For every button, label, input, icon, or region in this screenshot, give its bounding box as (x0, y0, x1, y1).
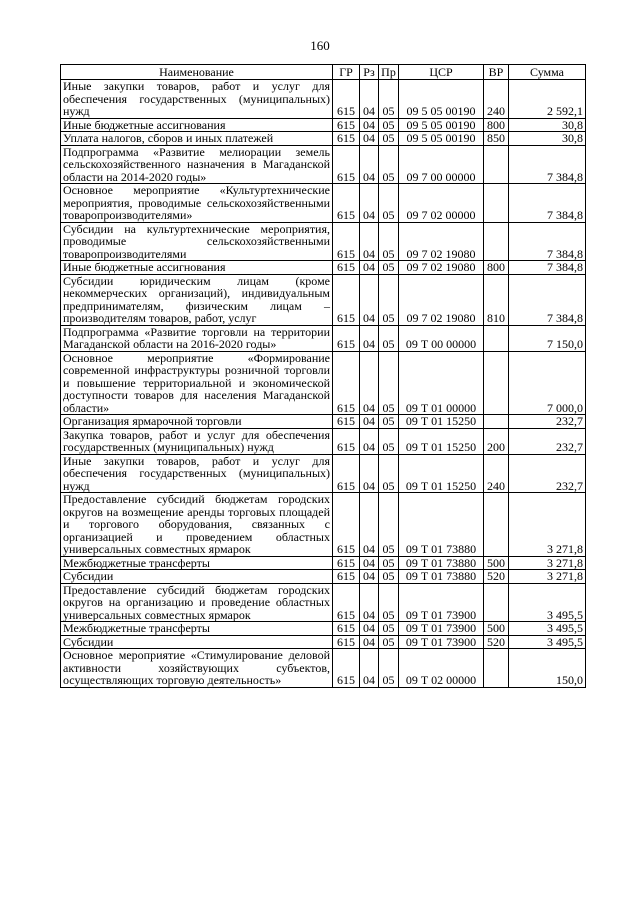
cell-csr: 09 Т 02 00000 (399, 649, 484, 688)
cell-gr: 615 (333, 454, 360, 493)
cell-pr: 05 (379, 118, 399, 132)
cell-gr: 615 (333, 118, 360, 132)
cell-pr: 05 (379, 325, 399, 351)
cell-sum: 150,0 (509, 649, 586, 688)
cell-gr: 615 (333, 184, 360, 223)
cell-pr: 05 (379, 493, 399, 557)
cell-pr: 05 (379, 415, 399, 429)
table-row (61, 454, 586, 493)
table-row (61, 222, 586, 261)
cell-name: Предоставление субсидий бюджетам городских округов на организацию и проведение областных универсальных совместных ярмарок (61, 583, 333, 622)
table-row (61, 132, 586, 146)
cell-rz: 04 (360, 274, 379, 325)
cell-vr (484, 184, 509, 223)
cell-name: Иные бюджетные ассигнования (61, 261, 333, 275)
table-row (61, 325, 586, 351)
cell-pr: 05 (379, 570, 399, 584)
cell-sum: 232,7 (509, 428, 586, 454)
cell-csr: 09 Т 01 15250 (399, 428, 484, 454)
page-number: 160 (310, 38, 330, 53)
header-sum: Сумма (509, 65, 586, 80)
cell-rz: 04 (360, 145, 379, 184)
cell-sum: 3 271,8 (509, 556, 586, 570)
cell-name: Основное мероприятие «Культуртехнические мероприятия, проводимые сельскохозяйственными товаропроизводителями» (61, 184, 333, 223)
cell-csr: 09 Т 00 00000 (399, 325, 484, 351)
cell-csr: 09 7 00 00000 (399, 145, 484, 184)
cell-pr: 05 (379, 556, 399, 570)
cell-vr: 240 (484, 454, 509, 493)
table-row (61, 556, 586, 570)
cell-name: Субсидии (61, 635, 333, 649)
cell-csr: 09 Т 01 73900 (399, 635, 484, 649)
table-row (61, 145, 586, 184)
cell-vr (484, 649, 509, 688)
cell-csr: 09 Т 01 15250 (399, 415, 484, 429)
header-csr: ЦСР (399, 65, 484, 80)
table-body (61, 80, 586, 688)
cell-gr: 615 (333, 635, 360, 649)
table-row (61, 570, 586, 584)
cell-csr: 09 Т 01 73880 (399, 493, 484, 557)
table-row (61, 351, 586, 415)
cell-gr: 615 (333, 274, 360, 325)
header-rz: Рз (360, 65, 379, 80)
cell-sum: 7 384,8 (509, 222, 586, 261)
cell-name: Основное мероприятие «Стимулирование деловой активности хозяйствующих субъектов, осуществляющих торговую деятельность» (61, 649, 333, 688)
cell-csr: 09 5 05 00190 (399, 132, 484, 146)
cell-rz: 04 (360, 428, 379, 454)
table-row (61, 261, 586, 275)
cell-vr (484, 493, 509, 557)
cell-gr: 615 (333, 415, 360, 429)
table-row (61, 493, 586, 557)
cell-name: Подпрограмма «Развитие мелиорации земель сельскохозяйственного назначения в Магаданской области на 2014-2020 годы» (61, 145, 333, 184)
table-row (61, 428, 586, 454)
cell-sum: 3 271,8 (509, 493, 586, 557)
cell-rz: 04 (360, 570, 379, 584)
cell-vr: 200 (484, 428, 509, 454)
cell-rz: 04 (360, 583, 379, 622)
cell-pr: 05 (379, 635, 399, 649)
cell-sum: 3 271,8 (509, 570, 586, 584)
cell-name: Субсидии на культуртехнические мероприятия, проводимые сельскохозяйственными товаропроизводителями (61, 222, 333, 261)
cell-rz: 04 (360, 415, 379, 429)
cell-vr (484, 145, 509, 184)
cell-name: Иные закупки товаров, работ и услуг для обеспечения государственных (муниципальных) нужд (61, 80, 333, 119)
table-row (61, 118, 586, 132)
cell-sum: 30,8 (509, 118, 586, 132)
cell-pr: 05 (379, 622, 399, 636)
cell-sum: 3 495,5 (509, 583, 586, 622)
cell-csr: 09 7 02 19080 (399, 222, 484, 261)
table-row (61, 274, 586, 325)
cell-pr: 05 (379, 80, 399, 119)
cell-pr: 05 (379, 132, 399, 146)
cell-gr: 615 (333, 622, 360, 636)
cell-gr: 615 (333, 261, 360, 275)
table-row (61, 622, 586, 636)
cell-name: Организация ярмарочной торговли (61, 415, 333, 429)
cell-name: Закупка товаров, работ и услуг для обеспечения государственных (муниципальных) нужд (61, 428, 333, 454)
cell-vr: 240 (484, 80, 509, 119)
cell-vr: 500 (484, 622, 509, 636)
cell-gr: 615 (333, 222, 360, 261)
cell-csr: 09 7 02 00000 (399, 184, 484, 223)
cell-pr: 05 (379, 222, 399, 261)
cell-vr: 850 (484, 132, 509, 146)
cell-csr: 09 Т 01 73880 (399, 570, 484, 584)
cell-gr: 615 (333, 145, 360, 184)
cell-vr: 800 (484, 118, 509, 132)
cell-name: Основное мероприятие «Формирование современной инфраструктуры розничной торговли и повышение территориальной и экономической доступности товаров для населения Магаданской области» (61, 351, 333, 415)
table-row (61, 649, 586, 688)
cell-vr (484, 583, 509, 622)
cell-rz: 04 (360, 493, 379, 557)
table-row (61, 583, 586, 622)
cell-csr: 09 Т 01 73900 (399, 583, 484, 622)
cell-rz: 04 (360, 649, 379, 688)
table-row (61, 415, 586, 429)
cell-sum: 7 000,0 (509, 351, 586, 415)
cell-vr (484, 415, 509, 429)
header-pr: Пр (379, 65, 399, 80)
cell-gr: 615 (333, 556, 360, 570)
table-row (61, 80, 586, 119)
cell-name: Межбюджетные трансферты (61, 556, 333, 570)
cell-rz: 04 (360, 351, 379, 415)
cell-rz: 04 (360, 261, 379, 275)
cell-rz: 04 (360, 325, 379, 351)
cell-rz: 04 (360, 635, 379, 649)
cell-csr: 09 Т 01 15250 (399, 454, 484, 493)
budget-table (60, 64, 586, 688)
cell-name: Предоставление субсидий бюджетам городских округов на возмещение аренды торговых площадей и торгового оборудования, связанных с организацией и проведением областных универсальных совместных ярмарок (61, 493, 333, 557)
cell-pr: 05 (379, 649, 399, 688)
cell-rz: 04 (360, 118, 379, 132)
cell-rz: 04 (360, 80, 379, 119)
cell-vr (484, 325, 509, 351)
header-vr: ВР (484, 65, 509, 80)
header-gr: ГР (333, 65, 360, 80)
cell-rz: 04 (360, 454, 379, 493)
cell-gr: 615 (333, 583, 360, 622)
cell-gr: 615 (333, 132, 360, 146)
table-row (61, 635, 586, 649)
cell-vr: 500 (484, 556, 509, 570)
cell-sum: 7 384,8 (509, 184, 586, 223)
cell-gr: 615 (333, 493, 360, 557)
cell-sum: 30,8 (509, 132, 586, 146)
cell-rz: 04 (360, 622, 379, 636)
cell-name: Субсидии (61, 570, 333, 584)
header-name: Наименование (61, 65, 333, 80)
cell-name: Уплата налогов, сборов и иных платежей (61, 132, 333, 146)
cell-name: Межбюджетные трансферты (61, 622, 333, 636)
cell-rz: 04 (360, 184, 379, 223)
cell-vr: 520 (484, 570, 509, 584)
cell-sum: 7 384,8 (509, 261, 586, 275)
cell-name: Подпрограмма «Развитие торговли на территории Магаданской области на 2016-2020 годы» (61, 325, 333, 351)
cell-vr: 810 (484, 274, 509, 325)
cell-vr: 800 (484, 261, 509, 275)
cell-csr: 09 7 02 19080 (399, 274, 484, 325)
cell-sum: 7 384,8 (509, 145, 586, 184)
cell-pr: 05 (379, 184, 399, 223)
cell-sum: 7 384,8 (509, 274, 586, 325)
cell-gr: 615 (333, 428, 360, 454)
table-header-row (61, 65, 586, 80)
cell-name: Иные бюджетные ассигнования (61, 118, 333, 132)
cell-gr: 615 (333, 80, 360, 119)
cell-sum: 3 495,5 (509, 635, 586, 649)
cell-csr: 09 Т 01 73880 (399, 556, 484, 570)
cell-pr: 05 (379, 351, 399, 415)
cell-sum: 232,7 (509, 415, 586, 429)
cell-csr: 09 7 02 19080 (399, 261, 484, 275)
cell-pr: 05 (379, 428, 399, 454)
cell-csr: 09 Т 01 73900 (399, 622, 484, 636)
cell-gr: 615 (333, 570, 360, 584)
cell-rz: 04 (360, 222, 379, 261)
cell-sum: 232,7 (509, 454, 586, 493)
cell-pr: 05 (379, 145, 399, 184)
cell-csr: 09 5 05 00190 (399, 80, 484, 119)
cell-rz: 04 (360, 132, 379, 146)
cell-pr: 05 (379, 454, 399, 493)
cell-rz: 04 (360, 556, 379, 570)
cell-name: Субсидии юридическим лицам (кроме некоммерческих организаций), индивидуальным предпринимателям, физическим лицам – производителям товаров, работ, услуг (61, 274, 333, 325)
cell-gr: 615 (333, 351, 360, 415)
cell-sum: 3 495,5 (509, 622, 586, 636)
cell-gr: 615 (333, 325, 360, 351)
cell-pr: 05 (379, 583, 399, 622)
cell-pr: 05 (379, 261, 399, 275)
table-row (61, 184, 586, 223)
cell-gr: 615 (333, 649, 360, 688)
cell-vr (484, 351, 509, 415)
cell-csr: 09 Т 01 00000 (399, 351, 484, 415)
cell-sum: 7 150,0 (509, 325, 586, 351)
cell-pr: 05 (379, 274, 399, 325)
cell-vr: 520 (484, 635, 509, 649)
cell-vr (484, 222, 509, 261)
cell-name: Иные закупки товаров, работ и услуг для обеспечения государственных (муниципальных) нужд (61, 454, 333, 493)
cell-sum: 2 592,1 (509, 80, 586, 119)
cell-csr: 09 5 05 00190 (399, 118, 484, 132)
